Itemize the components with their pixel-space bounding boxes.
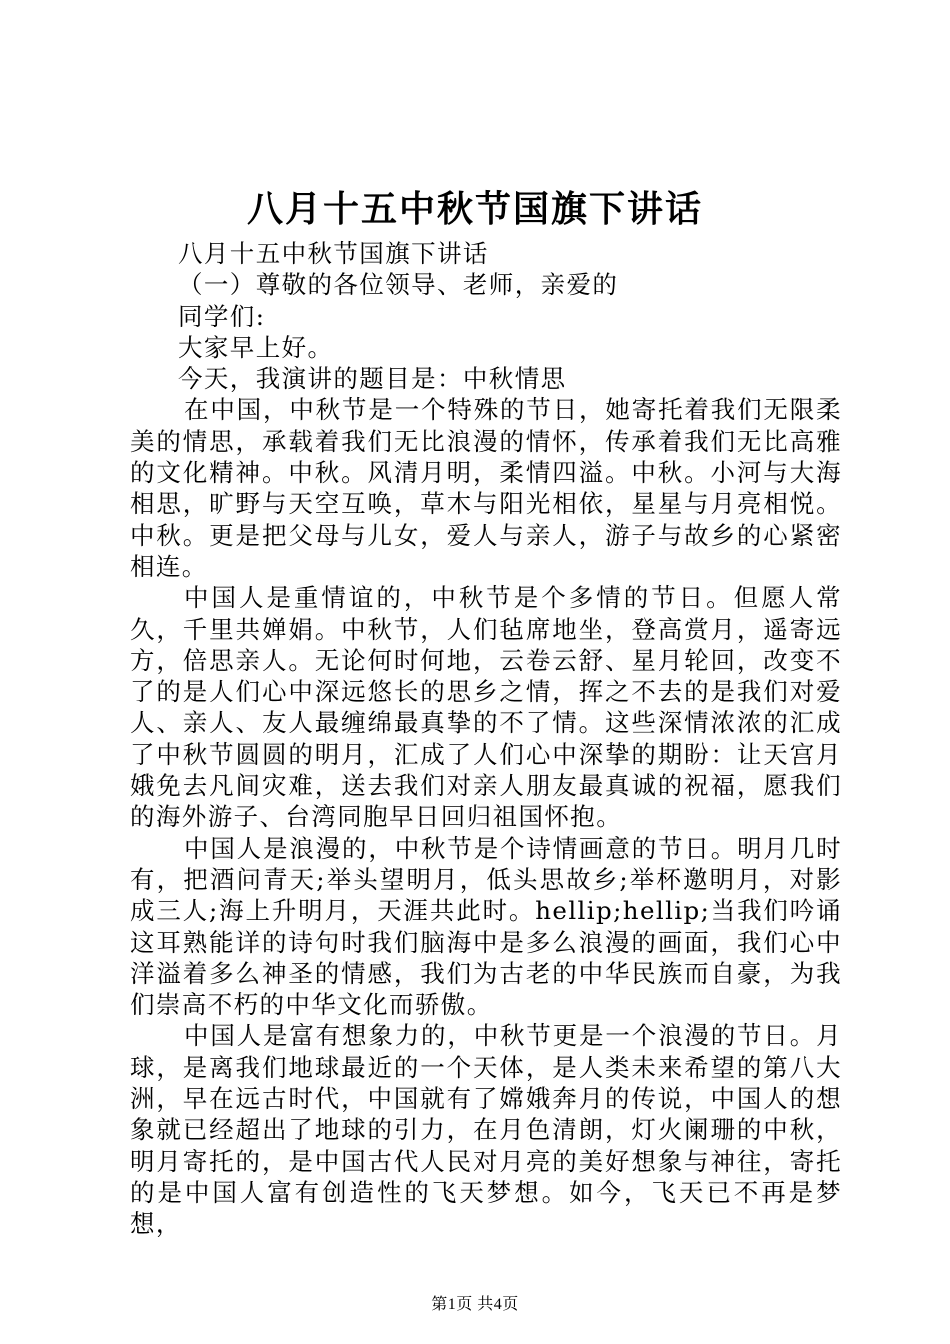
document-body — [130, 238, 842, 1240]
body-paragraph: 在中国，中秋节是一个特殊的节日，她寄托着我们无限柔美的情思，承载着我们无比浪漫的情怀，传承着我们无比高雅的文化精神。中秋。风清月明，柔情四溢。中秋。小河与大海相思，旷野与天空互唤，草木与阳光相依，星星与月亮相悦。中秋。更是把父母与儿女，爱人与亲人，游子与故乡的心紧密相连。 — [130, 395, 842, 581]
intro-line: 八月十五中秋节国旗下讲话 — [178, 239, 489, 268]
page-number-footer: 第1页 共4页 — [431, 1296, 519, 1313]
document-title: 八月十五中秋节国旗下讲话 — [246, 188, 703, 230]
intro-line: 同学们: — [178, 301, 266, 331]
intro-line: （一）尊敬的各位领导、老师，亲爱的 — [178, 270, 619, 300]
body-paragraph: 中国人是富有想象力的，中秋节更是一个浪漫的节日。月球，是离我们地球最近的一个天体，是人类未来希望的第八大洲，早在远古时代，中国就有了嫦娥奔月的传说，中国人的想象就已经超出了地球的引力，在月色清朗，灯火阑珊的中秋，明月寄托的，是中国古代人民对月亮的美好想象与神往，寄托的是中国人富有创造性的飞天梦想。如今，飞天已不再是梦想， — [130, 1021, 842, 1239]
intro-line: 今天，我演讲的题目是：中秋情思 — [178, 364, 567, 394]
body-paragraph: 中国人是浪漫的，中秋节是个诗情画意的节日。明月几时有，把酒问青天;举头望明月，低头思故乡;举杯邀明月，对影成三人;海上升明月，天涯共此时。hellip;hellip;当我们吟诵这耳熟能详的诗句时我们脑海中是多么浪漫的画面，我们心中洋溢着多么神圣的情感，我们为古老的中华民族而自豪，为我们崇高不朽的中华文化而骄傲。 — [130, 833, 842, 1020]
intro-line: 大家早上好。 — [178, 332, 334, 362]
body-paragraph: 中国人是重情谊的，中秋节是个多情的节日。但愿人常久，千里共婵娟。中秋节，人们毡席地坐，登高赏月，遥寄远方，倍思亲人。无论何时何地，云卷云舒、星月轮回，改变不了的是人们心中深远悠长的思乡之情，挥之不去的是我们对爱人、亲人、友人最缠绵最真挚的不了情。这些深情浓浓的汇成了中秋节圆圆的明月，汇成了人们心中深挚的期盼：让天宫月娥免去凡间灾难，送去我们对亲人朋友最真诚的祝福，愿我们的海外游子、台湾同胞早日回归祖国怀抱。 — [130, 583, 842, 832]
